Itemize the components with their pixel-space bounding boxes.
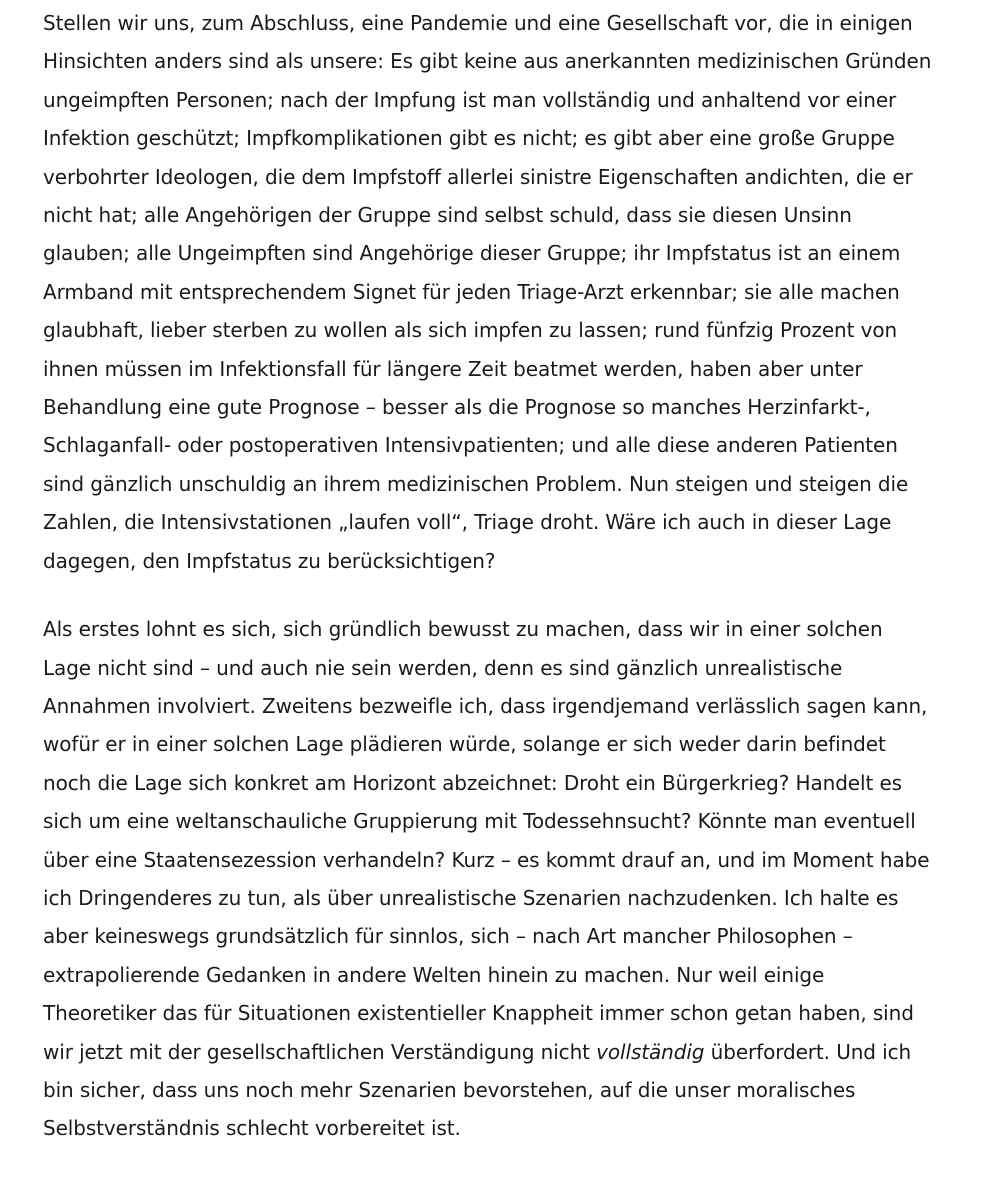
paragraph-1-text: Stellen wir uns, zum Abschluss, eine Pandemie und eine Gesellschaft vor, die in einigen Hinsichten anders sind als unsere: Es gibt keine aus anerkannten medizinischen Gründen ungeimpften Personen; nach der Impfung ist man vollständig und anhaltend vor einer Infektion geschützt; Impfkomplikationen gibt es nicht; es gibt aber eine große Gruppe verbohrter Ideologen, die dem Impfstoff allerlei sinistre Eigenschaften andichten, die er nicht hat; alle Angehörigen der Gruppe sind selbst schuld, dass sie diesen Unsinn glauben; alle Ungeimpften sind Angehörige dieser Gruppe; ihr Impfstatus ist an einem Armband mit entsprechendem Signet für jeden Triage-Arzt erkennbar; sie alle machen glaubhaft, lieber sterben zu wollen als sich impfen zu lassen; rund fünfzig Prozent von ihnen müssen im Infektionsfall für längere Zeit beatmet werden, haben aber unter Behandlung eine gute Prognose – besser als die Prognose so manches Herzinfarkt-, Schlaganfall- oder postoperativen Intensivpatienten; und alle diese anderen Patienten sind gänzlich unschuldig an ihrem medizinischen Problem. Nun steigen und steigen die Zahlen, die Intensivstationen „laufen voll“, Triage droht. Wäre ich auch in dieser Lage dagegen, den Impfstatus zu berücksichtigen? bbox=[43, 11, 932, 573]
paragraph-2-text-start: Als erstes lohnt es sich, sich gründlich bewusst zu machen, dass wir in einer solchen Lage nicht sind – und auch nie sein werden, denn es sind gänzlich unrealistische Annahmen involviert. Zweitens bezweifle ich, dass irgendjemand verlässlich sagen kann, wofür er in einer solchen Lage plädieren würde, solange er sich weder darin befindet noch die Lage sich konkret am Horizont abzeichnet: Droht ein Bürgerkrieg? Handelt es sich um eine weltanschauliche Gruppierung mit Todessehnsucht? Könnte man eventuell über eine Staatensezession verhandeln? Kurz – es kommt drauf an, und im Moment habe ich Dringenderes zu tun, als über unrealistische Szenarien nachzudenken. Ich halte es aber keineswegs grundsätzlich für sinnlos, sich – nach Art mancher Philosophen – extrapolierende Gedanken in andere Welten hinein zu machen. Nur weil einige Theoretiker das für Situationen existentieller Knappheit immer schon getan haben, sind wir jetzt mit der gesellschaftlichen Verständigung nicht bbox=[43, 617, 930, 1064]
article-body bbox=[43, 4, 933, 1148]
emphasized-word: vollständig bbox=[596, 1039, 705, 1064]
paragraph-2 bbox=[43, 610, 933, 1148]
paragraph-2-text-end: überfordert. Und ich bin sicher, dass uns noch mehr Szenarien bevorstehen, auf die unser moralisches Selbstverständnis schlecht vorbereitet ist. bbox=[43, 1039, 912, 1141]
paragraph-1 bbox=[43, 4, 933, 580]
